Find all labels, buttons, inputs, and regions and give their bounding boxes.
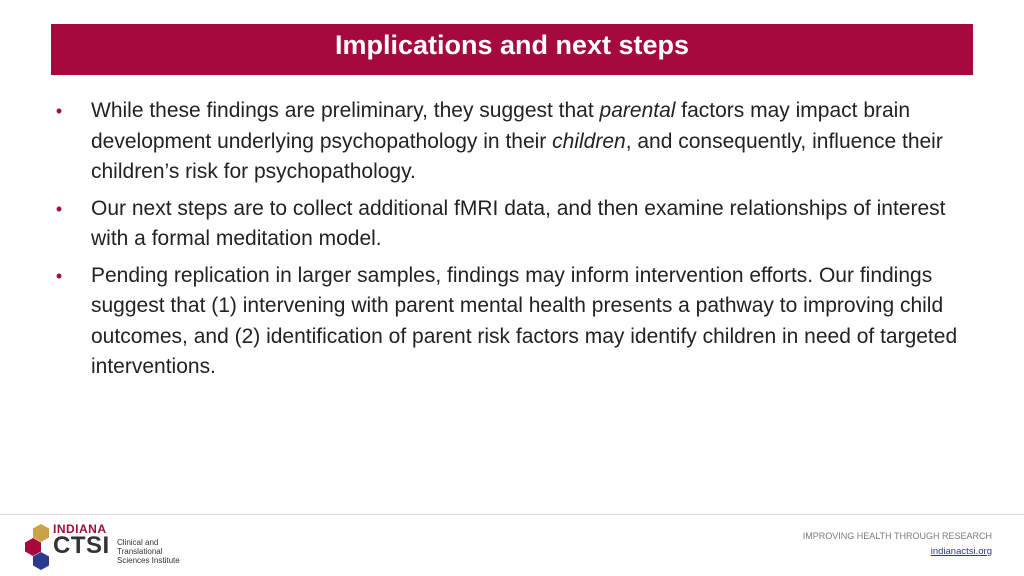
- slide-title: Implications and next steps: [334, 30, 690, 60]
- logo-institute-text: Clinical and Translational Sciences Institute: [117, 538, 180, 565]
- bullet-2-text: Our next steps are to collect additional fMRI data, and then examine relationships of interest with a formal meditation model.: [91, 196, 946, 250]
- bullet-item-2: [52, 194, 982, 255]
- bullet-1-emphasis-parental: parental: [599, 99, 676, 122]
- footer-divider: [0, 514, 1024, 515]
- indiana-ctsi-logo: [24, 520, 184, 572]
- bullet-item-3: [52, 261, 982, 383]
- bullet-1-text-b: factors may impact brain development underlying psychopathology in their: [91, 99, 911, 153]
- logo-indiana-text: INDIANA: [53, 522, 107, 536]
- footer-website-link[interactable]: indianactsi.org: [930, 546, 992, 557]
- bullet-3-text: Pending replication in larger samples, findings may inform intervention efforts. Our findings suggest that (1) intervening with parent mental health presents a pathway to improving child outcomes, and (2) identification of parent risk factors may identify children in need of targeted interventions.: [91, 263, 958, 378]
- hexagon-logo-icon: [24, 520, 54, 572]
- bullet-1-text-a: While these findings are preliminary, they suggest that: [91, 99, 600, 122]
- bullet-marker: •: [55, 101, 63, 121]
- bullet-item-1: [52, 96, 982, 188]
- bullet-marker: •: [55, 198, 63, 219]
- bullet-1-emphasis-children: children: [552, 129, 626, 153]
- bullet-list: [52, 96, 982, 389]
- bullet-marker: •: [55, 265, 63, 286]
- bullet-1-text-c: , and consequently, influence their children’s risk for psychopathology.: [91, 129, 943, 183]
- logo-ctsi-text: CTSI: [53, 532, 110, 559]
- footer-tagline: IMPROVING HEALTH THROUGH RESEARCH: [802, 531, 992, 541]
- title-bar: [51, 24, 973, 75]
